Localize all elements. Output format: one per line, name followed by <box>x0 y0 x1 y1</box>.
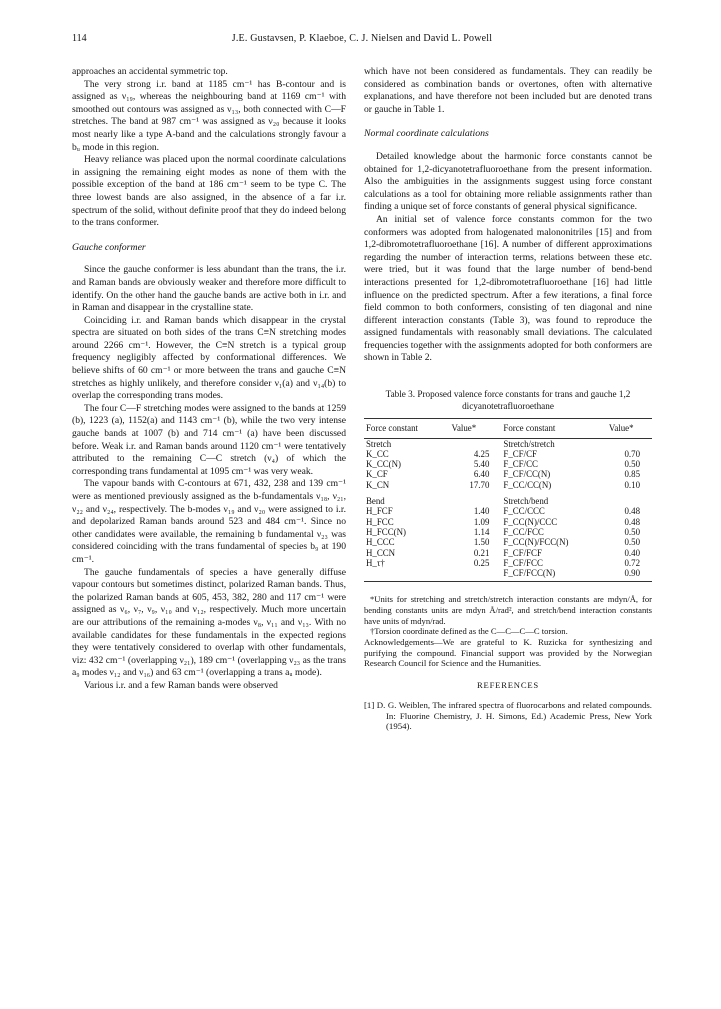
table-cell: 0.72 <box>624 557 640 568</box>
table-cell: K_CC(N) <box>366 459 402 470</box>
table-cell: 0.25 <box>473 557 490 568</box>
table-cell: H_CCC <box>366 537 395 548</box>
page-number: 114 <box>72 33 87 44</box>
table-cell: 1.14 <box>473 526 490 537</box>
table-cell: F_CF/CC <box>503 459 538 470</box>
table-row <box>364 537 652 547</box>
table-cell: 0.50 <box>624 526 640 537</box>
table-cell: 0.40 <box>624 547 640 558</box>
table-cell: H_FCC <box>366 516 394 527</box>
table-cell <box>450 490 502 506</box>
table-cell: 0.48 <box>624 516 640 527</box>
table-footnote: *Units for stretching and stretch/stretch interaction constants are mdyn/Å, for bending constants units are mdyn Å/rad², and stretch/bend interaction constants have units of mdyn/rad. <box>364 594 652 626</box>
table-cell: F_CC(N)/FCC(N) <box>503 537 569 548</box>
table-cell <box>364 568 450 582</box>
table-row <box>364 517 652 527</box>
table-cell: H_FCC(N) <box>366 526 406 537</box>
table-row <box>364 449 652 459</box>
table-row <box>364 490 652 506</box>
right-column <box>364 66 652 732</box>
column-header: Value* <box>607 419 652 438</box>
table-cell: 0.10 <box>624 479 640 490</box>
table-row <box>364 438 652 449</box>
table-cell: K_CF <box>366 469 388 480</box>
table-cell: 17.70 <box>469 479 490 490</box>
column-header: Force constant <box>501 419 607 438</box>
table-cell: H_FCF <box>366 506 393 517</box>
table-cell <box>450 438 502 449</box>
column-header: Value* <box>450 419 502 438</box>
table-cell: 1.50 <box>473 537 490 548</box>
table-cell: K_CC <box>366 448 389 459</box>
table-cell: 6.40 <box>473 469 490 480</box>
paragraph: The four C—F stretching modes were assigned to the bands at 1259 (b), 1223 (a), 1152(a) and 1143 cm⁻¹ (b), while the two very intense gauche bands at 1007 (b) and 714 cm⁻¹ (a) have been discussed before. Weak i.r. and Raman bands around 1120 cm⁻¹ were tentatively attributed to the remaining C—C stretch (ν₄) of which the corresponding trans fundamental at 1095 cm⁻¹ was very weak. <box>72 402 346 477</box>
table-cell: 0.50 <box>624 459 640 470</box>
paragraph: The vapour bands with C-contours at 671, 432, 238 and 139 cm⁻¹ were as mentioned previously assigned as the b-fundamentals ν₁₈, ν₂₁, ν₂₂ and ν₂₄, respectively. The b-modes ν₁₉ and ν₂₀ were assigned to i.r. and depolarized Raman bands around 523 and 484 cm⁻¹. Since no other candidates were available, the remaining b fundamental ν₂₃ was considered coinciding with the trans fundamental of species b₉ at 190 cm⁻¹. <box>72 478 346 565</box>
table-row <box>364 558 652 568</box>
table-notes <box>364 594 652 636</box>
table-cell: Bend <box>366 496 385 507</box>
table-cell <box>607 490 652 506</box>
table-cell: Stretch/bend <box>503 496 549 507</box>
paragraph: The gauche fundamentals of species a have generally diffuse vapour contours but sometimes distinct, polarized Raman bands. Thus, the polarized Raman bands at 605, 453, 382, 280 and 117 cm⁻¹ were assigned as ν₆, ν₇, ν₉, ν₁₀ and ν₁₂, respectively. Much more uncertain are our attributions of the remaining a-modes ν₈, ν₁₁ and ν₁₃. With no available candidates for these fundamentals in the expected regions they were tentatively considered to overlap with other fundamentals, viz: 432 cm⁻¹ (overlapping ν₂₁), 189 cm⁻¹ (overlapping ν₂₃ as the trans a₉ modes ν₁₂ and ν₁₆) and 63 cm⁻¹ (overlapping a trans aᵤ mode). <box>72 566 346 679</box>
acknowledgements: Acknowledgements—We are grateful to K. Ruzicka for synthesizing and purifying the compound. Financial support was provided by the Norwegian Research Council for Science and the Humanities. <box>364 636 652 669</box>
table-row <box>364 459 652 469</box>
paragraph: Since the gauche conformer is less abundant than the trans, the i.r. and Raman bands are obviously weaker and therefore more difficult to identify. On the other hand the gauche bands are active both in i.r. and in Raman and disappear in the crystalline state. <box>72 264 346 314</box>
force-constant-table <box>364 418 652 582</box>
table-cell: H_τ† <box>366 557 385 568</box>
table-cell: 1.40 <box>473 506 490 517</box>
page-header <box>72 33 652 47</box>
table-cell: 0.48 <box>624 506 640 517</box>
table-cell: F_CC/CC(N) <box>503 479 552 490</box>
table-cell: 4.25 <box>473 448 490 459</box>
left-column <box>72 66 346 693</box>
table-cell: F_CF/FCF <box>503 547 542 558</box>
table-cell: F_CF/FCC <box>503 557 543 568</box>
table-cell: Stretch/stretch <box>503 438 555 449</box>
table-cell: 1.09 <box>473 516 490 527</box>
table-row <box>364 480 652 490</box>
table-footnote: †Torsion coordinate defined as the C—C—C—C torsion. <box>370 626 568 637</box>
paragraph: Heavy reliance was placed upon the normal coordinate calculations in assigning the remaining eight modes as none of them with the possible exception of the band at 186 cm⁻¹ seem to be type C. The three lowest bands are also assigned, in the absence of a far i.r. spectrum of the solid, without definite proof that they do indeed belong to the trans conformer. <box>72 154 346 229</box>
table-cell: 0.90 <box>607 568 652 582</box>
section-heading-gauche: Gauche conformer <box>72 241 146 253</box>
table-cell: 0.50 <box>624 537 640 548</box>
table-row <box>364 548 652 558</box>
table-cell: F_CF/FCC(N) <box>501 568 607 582</box>
table-cell: 0.70 <box>624 448 640 459</box>
paragraph: Detailed knowledge about the harmonic force constants cannot be obtained for 1,2-dicyanotetrafluoroethane from the present information. Also the ambiguities in the assignments suggest using force constant calculations as a tool for obtaining more reliable assignments rather than finding a unique set of force constants of general physical significance. <box>364 150 652 213</box>
reference-item: [1] D. G. Weiblen, The infrared spectra of fluorocarbons and related compounds. In: Fluorine Chemistry, J. H. Simons, Ed.) Academic Press, New York (1954). <box>364 699 652 732</box>
paragraph: The very strong i.r. band at 1185 cm⁻¹ has B-contour and is assigned as ν₁₉, whereas the neighbouring band at 1169 cm⁻¹ with smoothed out contours was assigned as ν₁₃, both connected with C—F stretches. The band at 987 cm⁻¹ was assigned as ν₂₀ because it looks most nearly like a type A-band and the calculations strongly favour a bᵤ mode in this region. <box>72 78 346 153</box>
section-heading-normal-coordinate: Normal coordinate calculations <box>364 128 489 140</box>
table-cell: K_CN <box>366 479 390 490</box>
table-cell: 0.21 <box>473 547 490 558</box>
table-cell: H_CCN <box>366 547 396 558</box>
table-cell: 0.85 <box>624 469 640 480</box>
paragraph: approaches an accidental symmetric top. <box>72 66 228 77</box>
table-cell <box>607 438 652 449</box>
table-caption: Table 3. Proposed valence force constants for trans and gauche 1,2 dicyanotetrafluoroethane <box>385 389 631 411</box>
table-row <box>364 568 652 582</box>
references-heading: REFERENCES <box>477 680 539 691</box>
table-cell <box>450 568 502 582</box>
column-header: Force constant <box>364 419 450 438</box>
table-row <box>364 527 652 537</box>
paragraph: An initial set of valence force constants common for the two conformers was adopted from halogenated malononitriles [15] and from 1,2-dibromotetrafluoroethane [16]. A number of different approximations regarding the number of interaction terms, relations between these etc. were tried, but it was found that the large number of bend-bend interactions presented for 1,2-dibromotetrafluoroethane [16] had little influence on the predicted spectrum. After a few iterations, a final force field common to both conformers, consisting of ten diagonal and nine different interaction constants (Table 3), was found to reproduce the assigned fundamentals with reasonably small deviations. The calculated frequencies together with the assignments adopted for both conformers are shown in Table 2. <box>364 213 652 364</box>
table-cell: Stretch <box>366 438 392 449</box>
table-cell: F_CC/CCC <box>503 506 545 517</box>
table-header-row <box>364 419 652 438</box>
paragraph: Various i.r. and a few Raman bands were observed <box>84 679 278 691</box>
table-cell: F_CC(N)/CCC <box>503 516 558 527</box>
table-cell: 5.40 <box>473 459 490 470</box>
running-head: J.E. Gustavsen, P. Klaeboe, C. J. Nielsen and David L. Powell <box>231 33 493 44</box>
table-cell: F_CF/CC(N) <box>503 469 551 480</box>
table-cell: F_CF/CF <box>503 448 537 459</box>
paragraph: Coinciding i.r. and Raman bands which disappear in the crystal spectra are situated on both sides of the trans C≡N stretching modes around 2266 cm⁻¹. However, the C≡N stretch is a typical group frequency negligibly affected by conformational differences. We believe shifts of 60 cm⁻¹ or more between the trans and gauche C≡N stretches as highly unlikely, and therefore consider ν₁(a) and ν₁₄(b) to overlap the corresponding trans modes. <box>72 314 346 402</box>
table-row <box>364 506 652 516</box>
table-cell: F_CC/FCC <box>503 526 544 537</box>
table-row <box>364 469 652 479</box>
paragraph: which have not been considered as fundamentals. They can readily be considered as combination bands or overtones, often with alternative explanations, and have therefore not been included but are denoted trans or gauche in Table 1. <box>364 66 652 115</box>
